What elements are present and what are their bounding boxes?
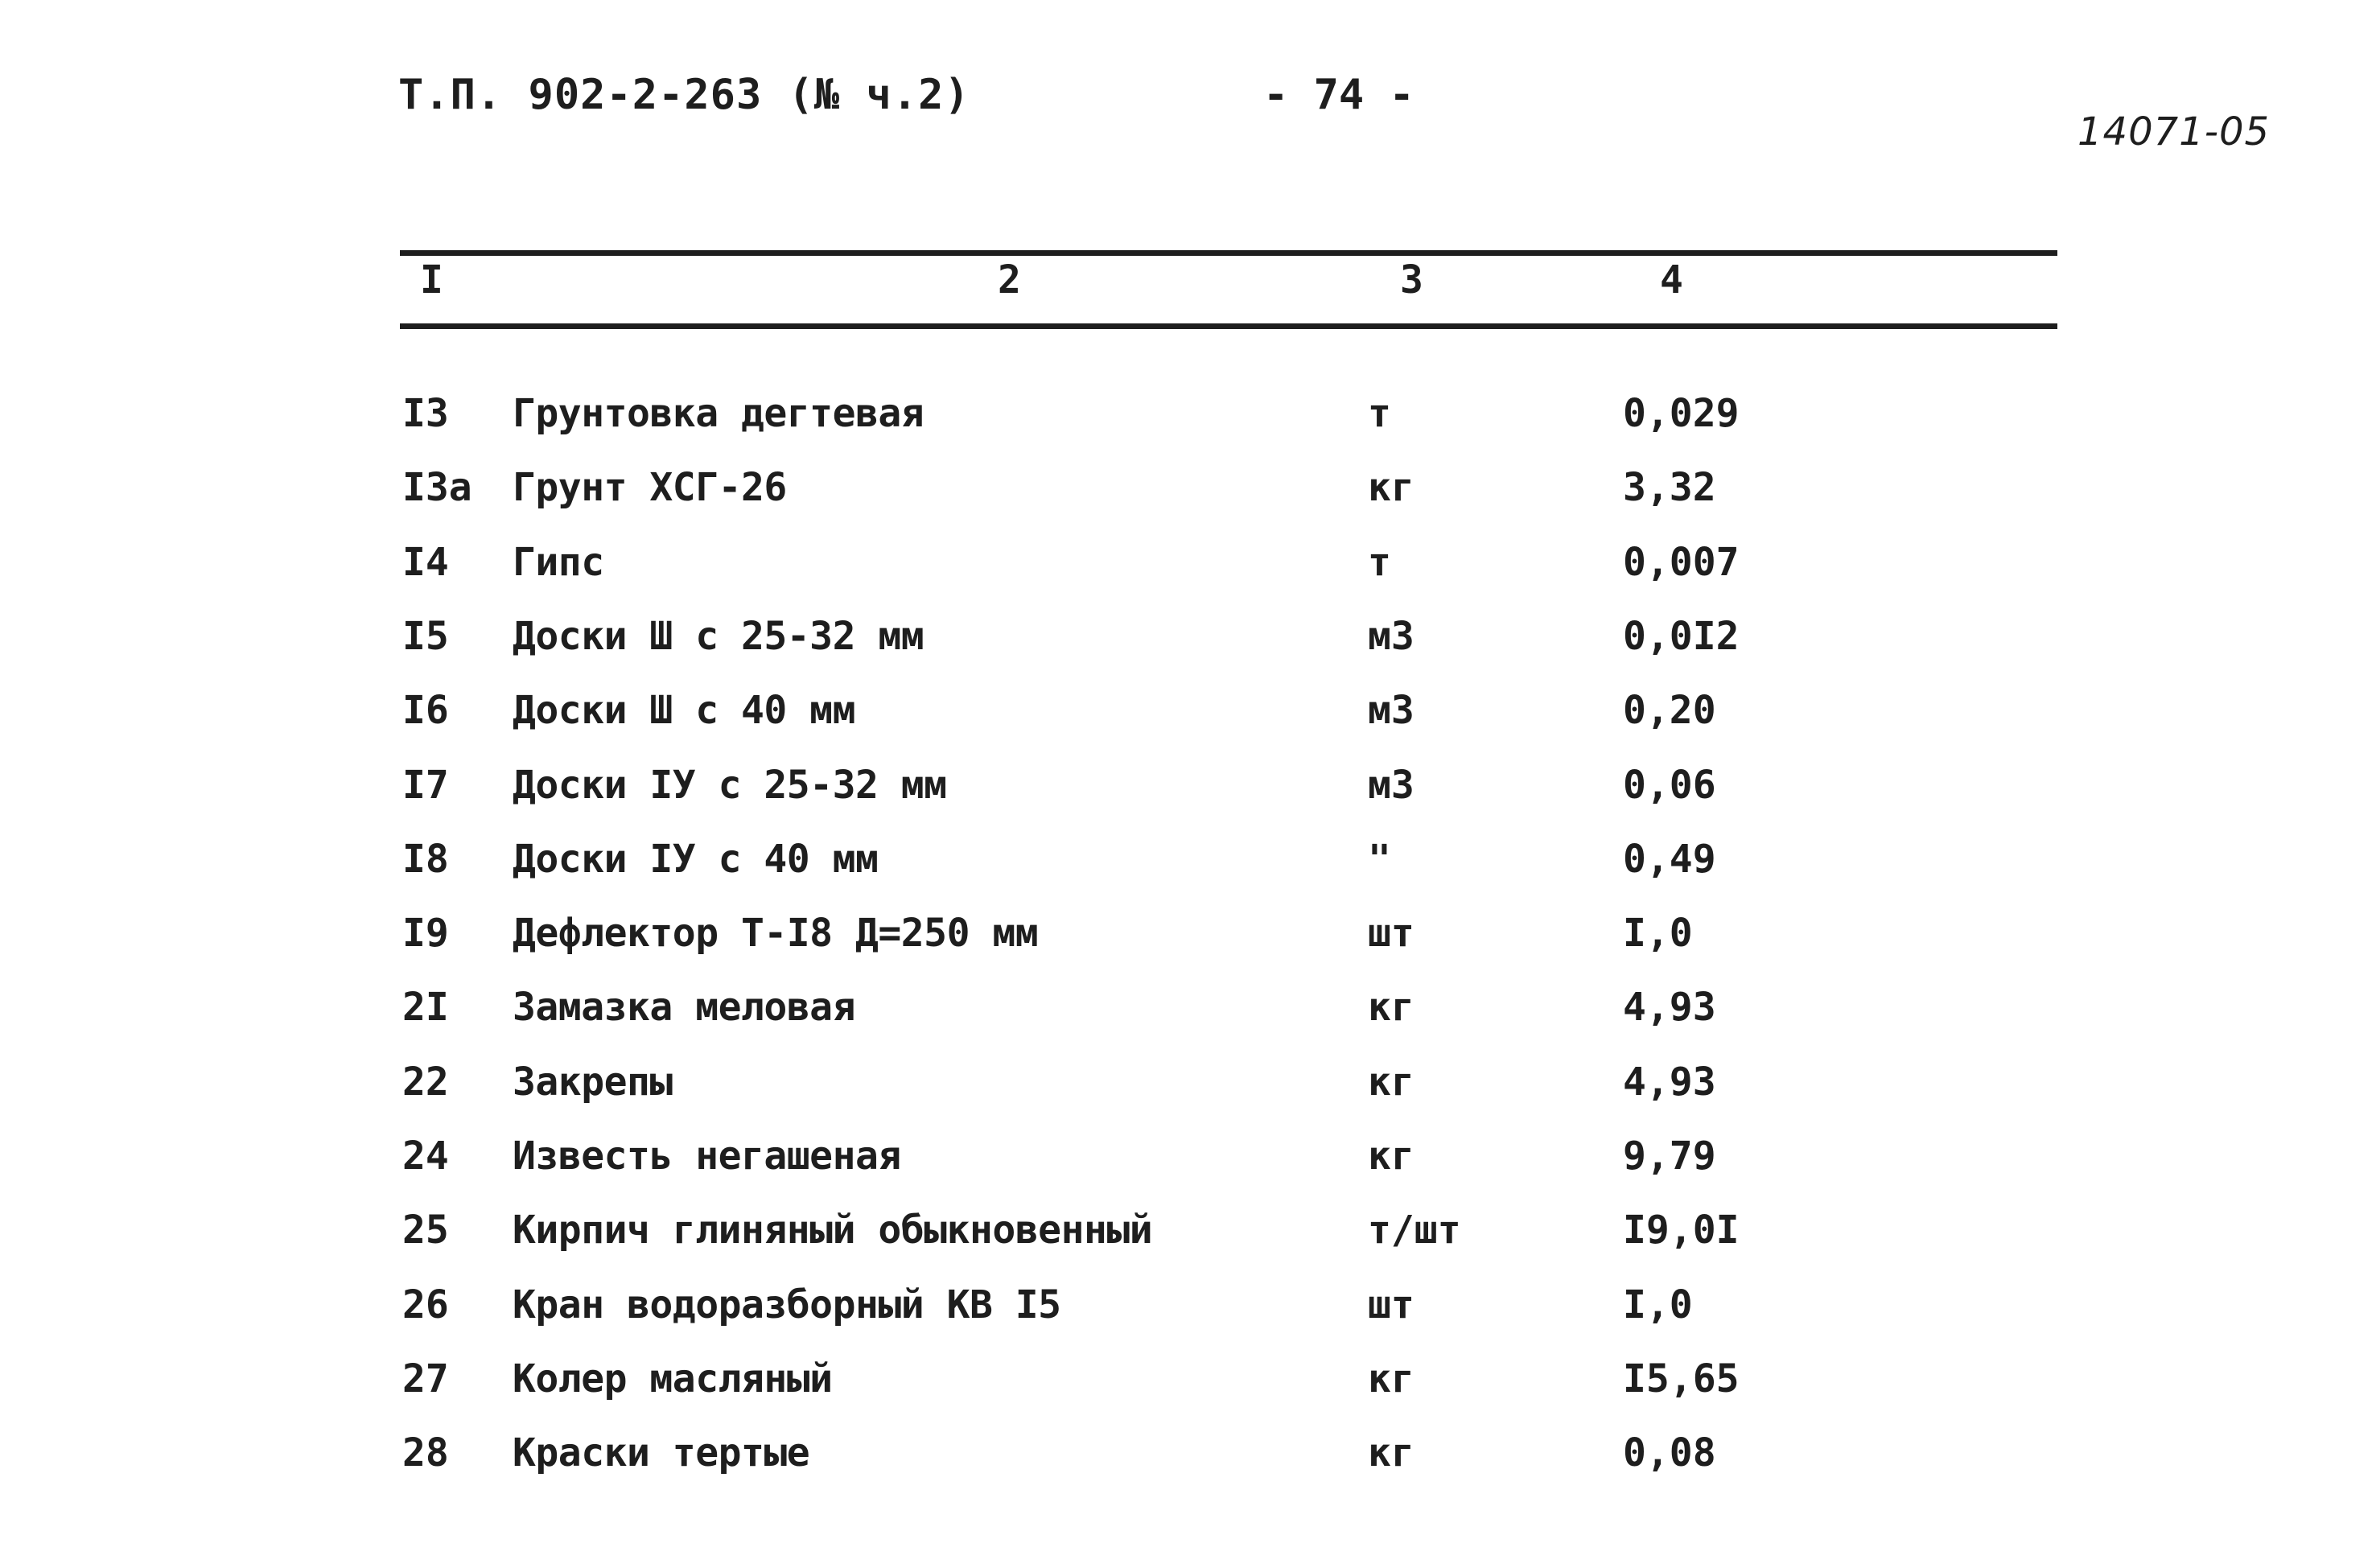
- material-name: Грунт ХСГ-26: [513, 465, 787, 510]
- material-name: Дефлектор Т-I8 Д=250 мм: [513, 911, 1039, 956]
- column-header-4: 4: [1660, 257, 1683, 302]
- row-number: I3: [402, 391, 449, 436]
- row-number: I9: [402, 911, 449, 956]
- page-number: - 74 -: [1263, 71, 1414, 119]
- unit: м3: [1368, 688, 1414, 733]
- quantity: I5,65: [1623, 1356, 1740, 1401]
- material-name: Кран водоразборный КВ I5: [513, 1282, 1061, 1327]
- quantity: 0,49: [1623, 837, 1716, 882]
- row-number: I7: [402, 763, 449, 808]
- table-row: [0, 1430, 2376, 1508]
- unit: м3: [1368, 763, 1414, 808]
- unit: шт: [1368, 911, 1414, 956]
- material-name: Колер масляный: [513, 1356, 833, 1401]
- table-row: [0, 837, 2376, 914]
- quantity: 0,0I2: [1623, 614, 1740, 659]
- quantity: 0,20: [1623, 688, 1716, 733]
- quantity: 3,32: [1623, 465, 1716, 510]
- unit: кг: [1368, 1430, 1414, 1475]
- material-name: Краски тертые: [513, 1430, 810, 1475]
- table-row: [0, 465, 2376, 542]
- material-name: Известь негашеная: [513, 1134, 901, 1179]
- row-number: 2I: [402, 985, 449, 1030]
- unit: шт: [1368, 1282, 1414, 1327]
- table-row: [0, 763, 2376, 840]
- material-name: Доски Ш с 40 мм: [513, 688, 855, 733]
- unit: ": [1368, 837, 1391, 882]
- quantity: 9,79: [1623, 1134, 1716, 1179]
- unit: т: [1368, 540, 1391, 585]
- unit: кг: [1368, 465, 1414, 510]
- archive-number: 14071-05: [2077, 109, 2271, 154]
- unit: кг: [1368, 985, 1414, 1030]
- row-number: 24: [402, 1134, 449, 1179]
- quantity: I,0: [1623, 911, 1693, 956]
- row-number: 26: [402, 1282, 449, 1327]
- table-row: [0, 1208, 2376, 1285]
- unit: т: [1368, 391, 1391, 436]
- material-name: Замазка меловая: [513, 985, 855, 1030]
- quantity: I9,0I: [1623, 1208, 1740, 1253]
- row-number: 22: [402, 1060, 449, 1105]
- quantity: 0,029: [1623, 391, 1740, 436]
- quantity: 0,06: [1623, 763, 1716, 808]
- quantity: 0,08: [1623, 1430, 1716, 1475]
- table-header-rule: [400, 323, 2057, 329]
- document-code: Т.П. 902-2-263 (№ ч.2): [398, 71, 970, 119]
- material-name: Доски IУ с 25-32 мм: [513, 763, 947, 808]
- row-number: I5: [402, 614, 449, 659]
- row-number: I3а: [402, 465, 472, 510]
- table-row: [0, 1356, 2376, 1434]
- quantity: I,0: [1623, 1282, 1693, 1327]
- row-number: 25: [402, 1208, 449, 1253]
- column-header-2: 2: [998, 257, 1021, 302]
- material-name: Кирпич глиняный обыкновенный: [513, 1208, 1153, 1253]
- table-row: [0, 1060, 2376, 1137]
- row-number: I8: [402, 837, 449, 882]
- material-name: Грунтовка дегтевая: [513, 391, 924, 436]
- column-header-1: I: [420, 257, 443, 302]
- material-name: Закрепы: [513, 1060, 673, 1105]
- quantity: 4,93: [1623, 1060, 1716, 1105]
- table-row: [0, 1282, 2376, 1360]
- row-number: I4: [402, 540, 449, 585]
- unit: т/шт: [1368, 1208, 1461, 1253]
- table-row: [0, 985, 2376, 1062]
- unit: кг: [1368, 1060, 1414, 1105]
- material-name: Доски IУ с 40 мм: [513, 837, 879, 882]
- material-name: Доски Ш с 25-32 мм: [513, 614, 924, 659]
- unit: м3: [1368, 614, 1414, 659]
- quantity: 0,007: [1623, 540, 1740, 585]
- table-row: [0, 1134, 2376, 1211]
- table-row: [0, 540, 2376, 617]
- row-number: I6: [402, 688, 449, 733]
- row-number: 28: [402, 1430, 449, 1475]
- quantity: 4,93: [1623, 985, 1716, 1030]
- table-row: [0, 911, 2376, 988]
- table-row: [0, 614, 2376, 691]
- table-top-rule: [400, 250, 2057, 256]
- material-name: Гипс: [513, 540, 604, 585]
- column-header-3: 3: [1400, 257, 1423, 302]
- row-number: 27: [402, 1356, 449, 1401]
- table-row: [0, 391, 2376, 468]
- table-row: [0, 688, 2376, 765]
- unit: кг: [1368, 1134, 1414, 1179]
- unit: кг: [1368, 1356, 1414, 1401]
